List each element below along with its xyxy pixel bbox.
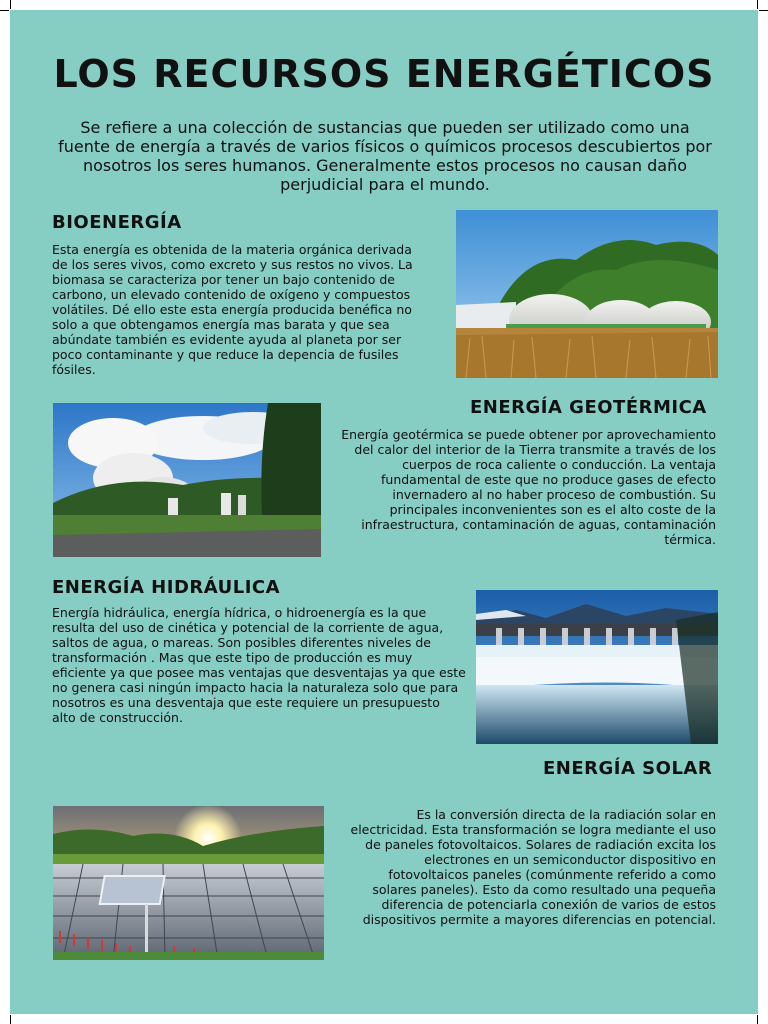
geothermal-plant-photo bbox=[53, 403, 321, 557]
dam-photo bbox=[476, 590, 718, 744]
hidraulica-text: Energía hidráulica, energía hídrica, o hidroenergía es la que resulta del uso de cinética y potencial de la corriente de agua, saltos de agua, o mareas. Son posibles diferentes niveles de transformación . Mas que este tipo de producción es muy eficiente ya que posee mas ventajas que desventajas ya que este no genera casi ningún impacto hacia la naturaleza solo que para nosotros es una desventaja que este requiere un presupuesto alto de construcción. bbox=[52, 605, 466, 725]
bioenergia-text: Esta energía es obtenida de la materia orgánica derivada de los seres vivos, como excreto y sus restos no vivos. La biomasa se caracteriza por tener un bajo contenido de carbono, un elevado contenido de oxígeno y compuestos volátiles. Dé ello este esta energía producida benéfica no solo a que obtengamos energía mas barata y que sea abúndate también es evidente ayuda al planeta por ser poco contaminante y que reduce la depencia de fusiles fósiles. bbox=[52, 242, 413, 377]
geotermica-heading: ENERGÍA GEOTÉRMICA bbox=[470, 397, 707, 418]
hidraulica-heading: ENERGÍA HIDRÁULICA bbox=[52, 577, 281, 598]
page-title: LOS RECURSOS ENERGÉTICOS bbox=[53, 52, 715, 96]
intro-paragraph: Se refiere a una colección de sustancias que pueden ser utilizado como una fuente de energía a través de varios físicos o químicos procesos descubiertos por nosotros los seres humanos. Generalmente estos procesos no causan daño perjudicial para el mundo. bbox=[58, 118, 712, 194]
solar-heading: ENERGÍA SOLAR bbox=[543, 758, 713, 779]
bioenergia-heading: BIOENERGÍA bbox=[52, 212, 182, 233]
geotermica-text: Energía geotérmica se puede obtener por aprovechamiento del calor del interior de la Tierra transmite a través de los cuerpos de roca caliente o conducción. La ventaja fundamental de este que no produce gases de efecto invernadero al no haber proceso de combustión. Su principales inconvenientes son es el alto coste de la infraestructura, contaminación de aguas, contaminación térmica. bbox=[341, 427, 716, 547]
solar-text: Es la conversión directa de la radiación solar en electricidad. Esta transformación se logra mediante el uso de paneles fotovoltaicos. Solares de radiación excita los electrones en un semiconductor dispositivo en fotovoltaicos paneles (comúnmente referido a como solares paneles). Esto da como resultado una pequeña diferencia de potenciarla conexión de varios de estos dispositivos permite a mayores diferencias en potencial. bbox=[350, 807, 716, 927]
biogas-plant-photo bbox=[456, 210, 718, 378]
solar-panels-photo bbox=[53, 806, 324, 960]
